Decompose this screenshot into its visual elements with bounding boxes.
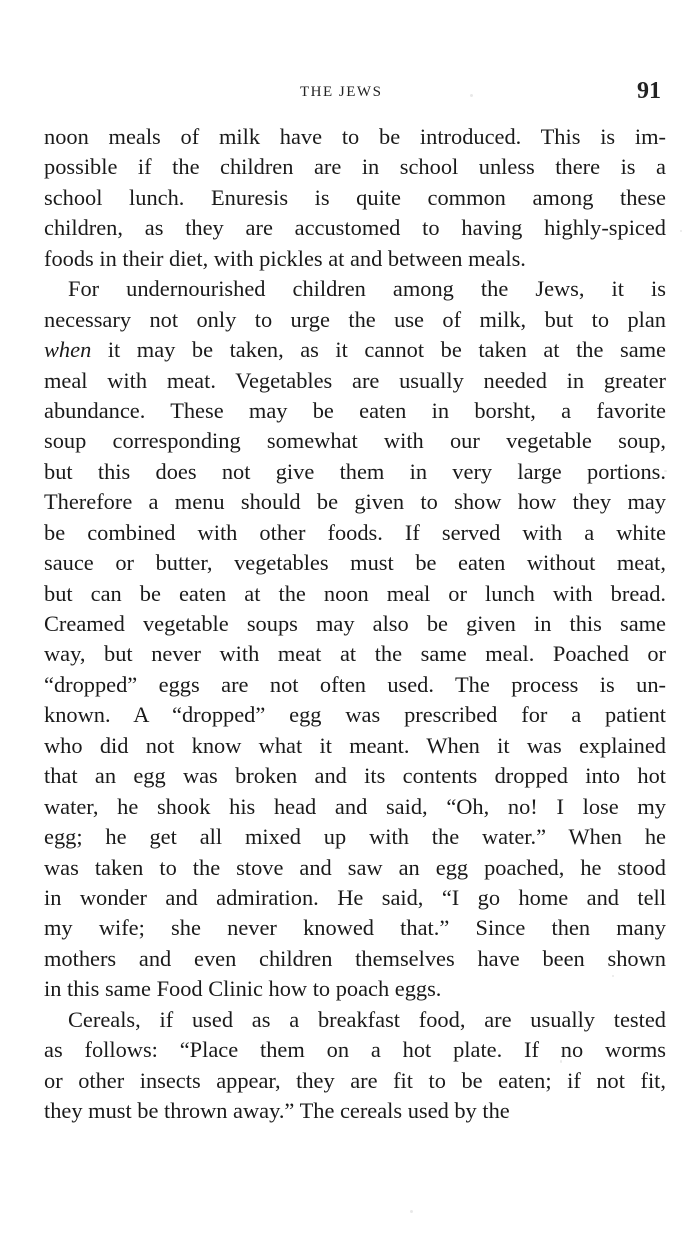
body-text xyxy=(44,122,666,1126)
paragraph xyxy=(44,1005,666,1127)
text-line: necessary not only to urge the use of milk, but to plan xyxy=(44,306,666,332)
page-number: 91 xyxy=(637,78,661,104)
running-header xyxy=(0,80,700,110)
text-line: who did not know what it meant. When it was explained xyxy=(44,732,666,758)
text-line: abundance. These may be eaten in borsht, a favorite xyxy=(44,397,666,423)
text-line: way, but never with meat at the same meal. Poached or xyxy=(44,641,666,667)
text-line: children, as they are accustomed to having highly-spiced xyxy=(44,215,666,241)
text-line: For undernourished children among the Jews, it is xyxy=(68,276,666,302)
running-title: THE JEWS xyxy=(300,84,383,100)
text-line: was taken to the stove and saw an egg poached, he stood xyxy=(44,854,666,880)
text-line: they must be thrown away.” The cereals used by the xyxy=(44,1098,510,1123)
text-line: when it may be taken, as it cannot be taken at the same xyxy=(44,337,666,363)
text-line: be combined with other foods. If served with a white xyxy=(44,519,666,545)
text-line: Cereals, if used as a breakfast food, are usually tested xyxy=(68,1006,666,1032)
text-line: as follows: “Place them on a hot plate. If no worms xyxy=(44,1037,666,1063)
paper-speckle xyxy=(410,1210,413,1213)
text-line: noon meals of milk have to be introduced. This is im- xyxy=(44,124,666,149)
paper-speckle xyxy=(612,975,614,977)
text-line: Creamed vegetable soups may also be given in this same xyxy=(44,611,666,636)
text-line: meal with meat. Vegetables are usually needed in greater xyxy=(44,367,666,393)
text-line: that an egg was broken and its contents dropped into hot xyxy=(44,763,666,789)
text-line: in wonder and admiration. He said, “I go home and tell xyxy=(44,884,666,910)
text-line: foods in their diet, with pickles at and between meals. xyxy=(44,245,526,271)
text-line: school lunch. Enuresis is quite common among these xyxy=(44,184,666,210)
paper-speckle xyxy=(560,1060,562,1063)
paragraph xyxy=(44,122,666,274)
text-line: “dropped” eggs are not often used. The process is un- xyxy=(44,671,666,697)
text-line: but this does not give them in very large portions. xyxy=(44,458,666,484)
text-line: possible if the children are in school unless there is a xyxy=(44,154,666,180)
paper-speckle xyxy=(680,230,682,232)
paper-speckle xyxy=(664,470,667,472)
text-line: but can be eaten at the noon meal or lunch with bread. xyxy=(44,580,666,606)
emphasized-word: when xyxy=(44,337,92,363)
text-line: known. A “dropped” egg was prescribed for a patient xyxy=(44,702,666,728)
text-line: mothers and even children themselves have been shown xyxy=(44,945,666,971)
text-line: in this same Food Clinic how to poach eggs. xyxy=(44,976,442,1002)
text-line: sauce or butter, vegetables must be eaten without meat, xyxy=(44,550,666,576)
paragraph xyxy=(44,274,666,1005)
paper-speckle xyxy=(470,94,473,97)
text-line: water, he shook his head and said, “Oh, no! I lose my xyxy=(44,793,666,819)
text-line: or other insects appear, they are fit to be eaten; if not fit, xyxy=(44,1067,666,1093)
text-line: my wife; she never knowed that.” Since then many xyxy=(44,915,666,941)
text-line: egg; he get all mixed up with the water.” When he xyxy=(44,824,666,850)
text-line: soup corresponding somewhat with our vegetable soup, xyxy=(44,428,666,454)
text-line: Therefore a menu should be given to show how they may xyxy=(44,489,666,515)
